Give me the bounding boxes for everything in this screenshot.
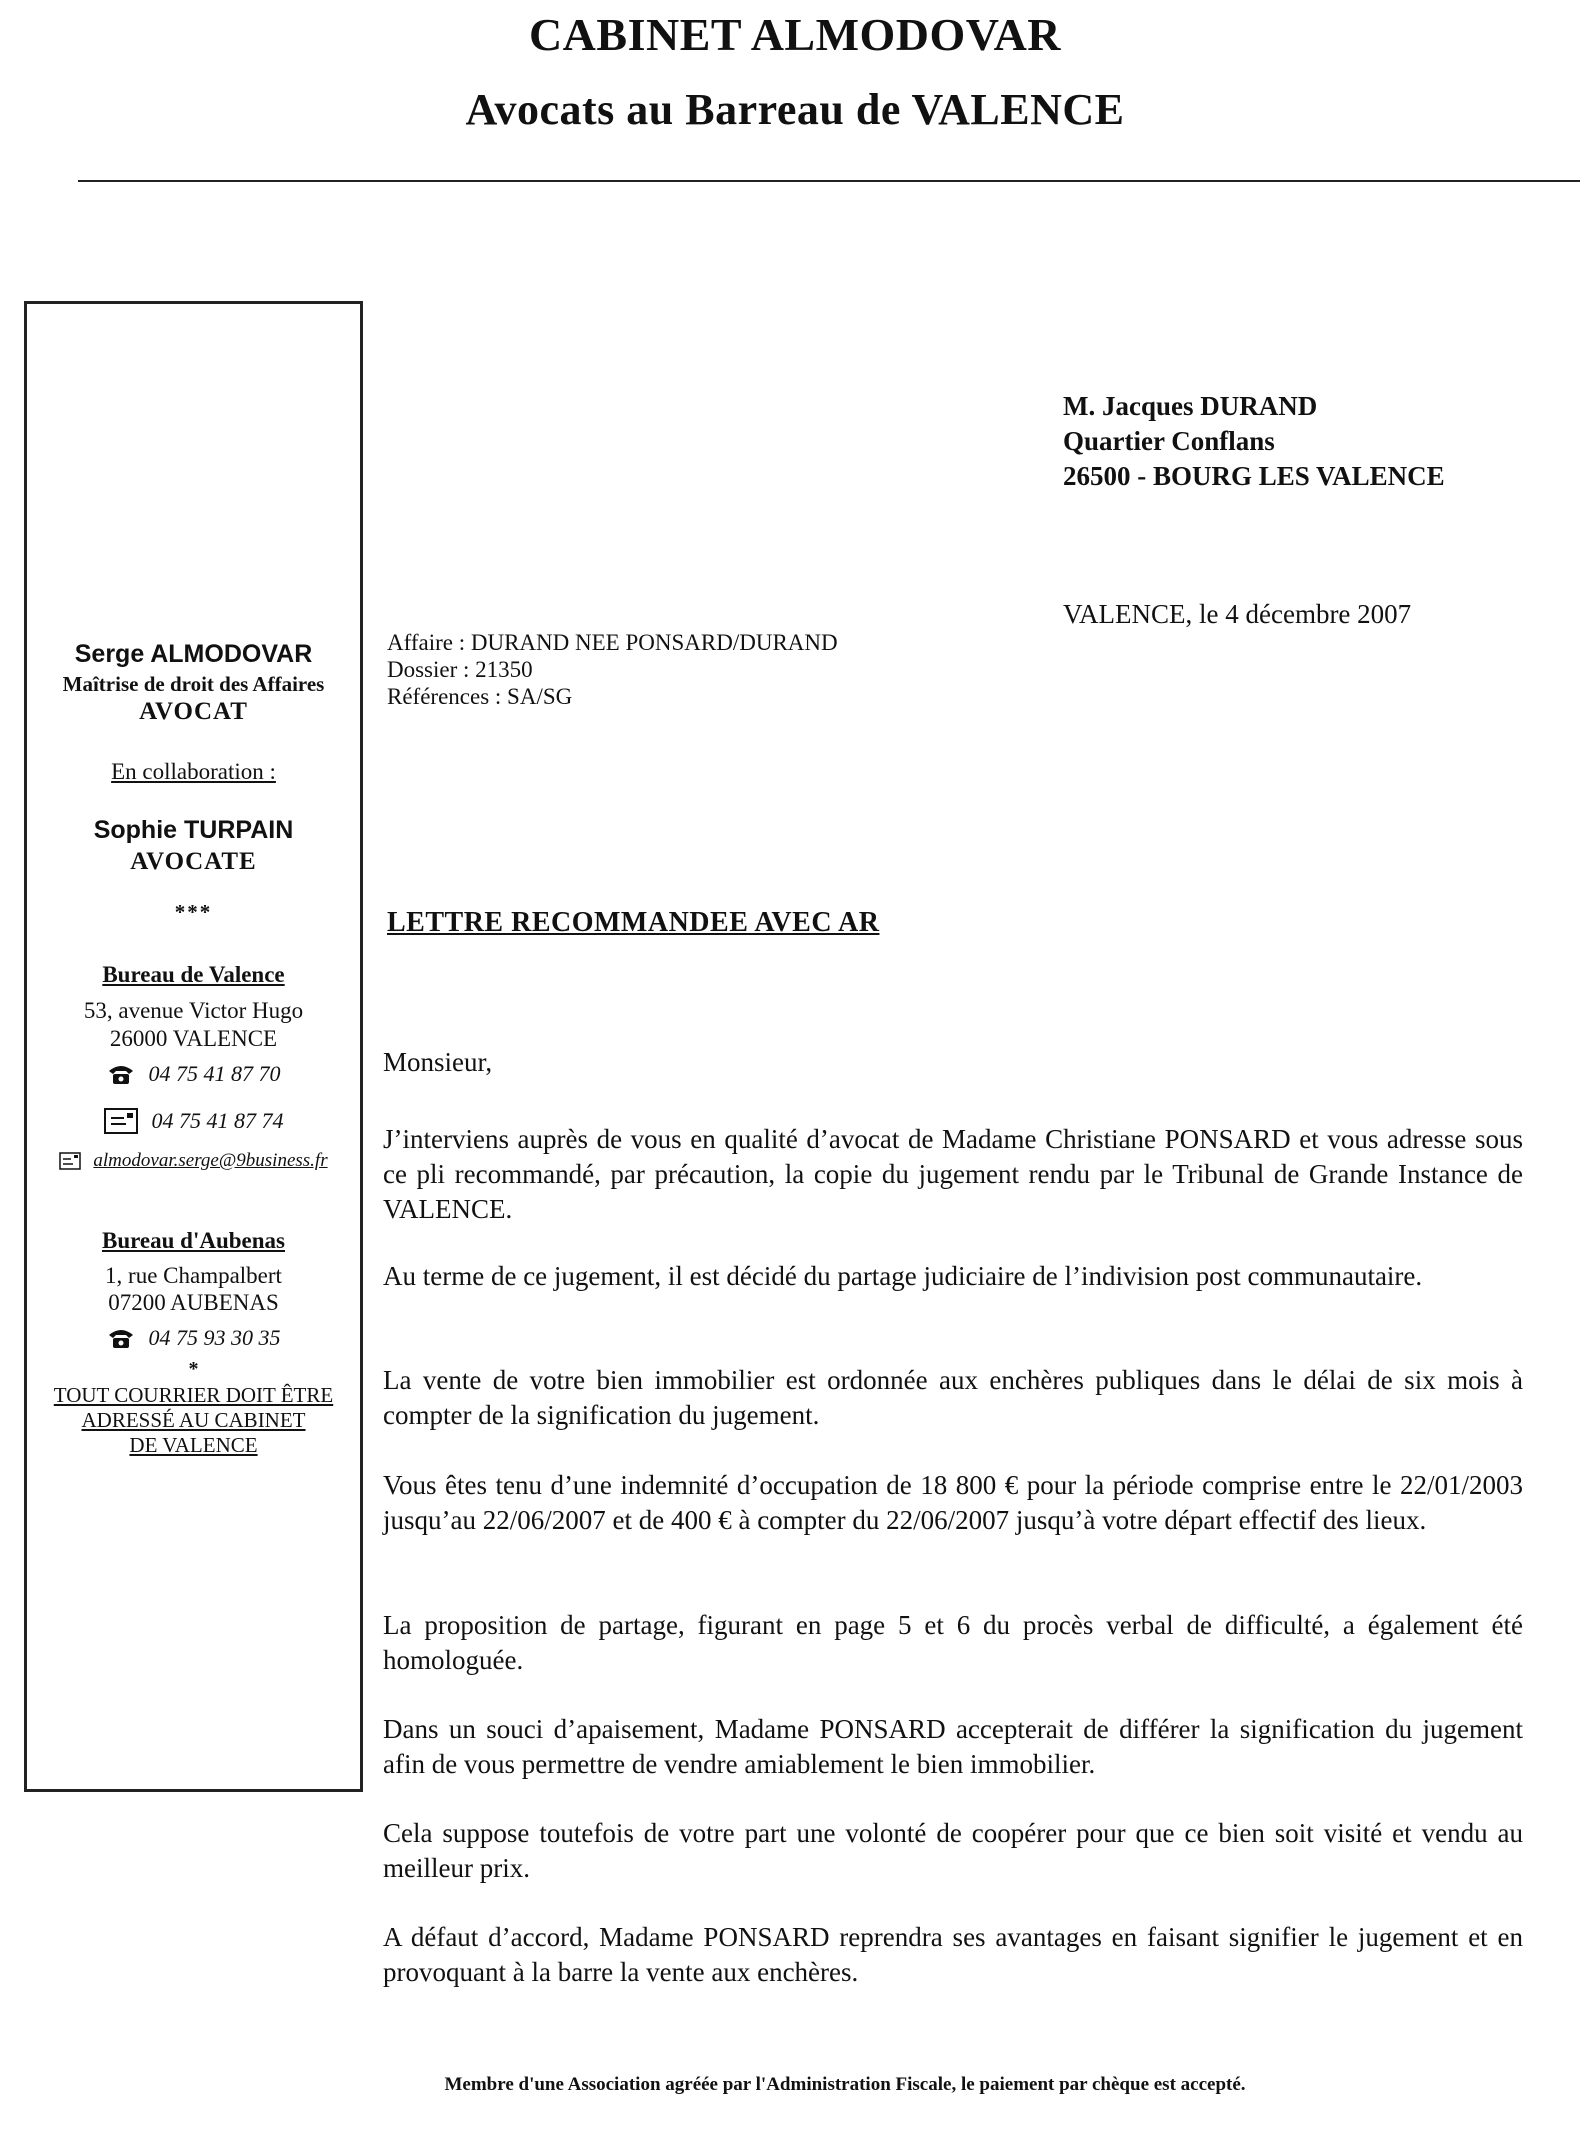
paragraph: Dans un souci d’apaisement, Madame PONSARD accepterait de différer la signification du jugement afin de vous permettre de vendre amiablement le bien immobilier. [383,1714,1523,1779]
salutation: Monsieur, [383,1047,493,1077]
office-valence-phone-row [27,1061,360,1087]
paragraph: A défaut d’accord, Madame PONSARD reprendra ses avantages en faisant signifier le jugement et en provoquant à la barre la vente aux enchères. [383,1922,1523,1987]
lawyer-degree: Maîtrise de droit des Affaires [62,672,325,696]
collaborator-name: Sophie TURPAIN [93,816,294,844]
office-valence-fax: 04 75 41 87 74 [151,1108,284,1133]
reference-dossier: Dossier : 21350 [387,657,533,682]
recipient-city-line: 26500 - BOURG LES VALENCE [1063,461,1445,491]
notice-line-2: ADRESSÉ AU CABINET [81,1408,306,1432]
office-valence-phone: 04 75 41 87 70 [148,1061,281,1086]
footer-note: Membre d'une Association agréée par l'Administration Fiscale, le paiement par chèque est accepté. [444,2074,1246,2095]
office-valence-email-row [27,1150,360,1172]
firm-name: CABINET ALMODOVAR [528,9,1062,60]
reference-affaire: Affaire : DURAND NEE PONSARD/DURAND [387,630,838,655]
paragraph: Cela suppose toutefois de votre part une volonté de coopérer pour que ce bien soit visité et vendu au meilleur prix. [383,1818,1523,1883]
letterhead-sidebar [24,301,363,1792]
telephone-icon [107,1327,135,1349]
paragraph: La vente de votre bien immobilier est ordonnée aux enchères publiques dans le délai de six mois à compter de la signification du jugement. [383,1365,1523,1430]
office-valence-email[interactable]: almodovar.serge@9business.fr [93,1150,328,1171]
office-aubenas-city: 07200 AUBENAS [108,1290,279,1315]
date-line: VALENCE, le 4 décembre 2007 [1063,599,1412,629]
separator-star: * [188,1358,199,1380]
office-aubenas-title: Bureau d'Aubenas [101,1228,285,1253]
collaborator-role: AVOCATE [130,848,257,875]
office-aubenas-phone-row [27,1325,360,1351]
fax-icon [104,1108,138,1134]
reference-refs: Références : SA/SG [387,684,573,709]
lawyer-role: AVOCAT [139,698,248,725]
office-valence-address: 53, avenue Victor Hugo [83,998,304,1023]
notice-line-3: DE VALENCE [129,1433,258,1457]
lawyer-name: Serge ALMODOVAR [74,640,313,668]
office-valence-city: 26000 VALENCE [109,1026,278,1051]
firm-subtitle: Avocats au Barreau de VALENCE [465,85,1125,134]
office-aubenas-address: 1, rue Champalbert [105,1263,282,1288]
office-valence-fax-row [27,1108,360,1134]
recipient-name: M. Jacques DURAND [1063,391,1318,421]
recipient-address-line: Quartier Conflans [1063,426,1275,456]
office-valence-title: Bureau de Valence [102,962,285,987]
separator-stars: *** [174,900,213,924]
notice-line-1: TOUT COURRIER DOIT ÊTRE [53,1383,334,1407]
email-icon [59,1152,81,1170]
letter-subject: LETTRE RECOMMANDEE AVEC AR [387,907,880,938]
header-divider [78,180,1580,182]
office-aubenas-phone: 04 75 93 30 35 [148,1325,281,1350]
telephone-icon [107,1063,135,1085]
paragraph: La proposition de partage, figurant en page 5 et 6 du procès verbal de difficulté, a également été homologuée. [383,1610,1523,1675]
paragraph: Vous êtes tenu d’une indemnité d’occupation de 18 800 € pour la période comprise entre le 22/01/2003 jusqu’au 22/06/2007 et de 400 € à compter du 22/06/2007 jusqu’à votre départ effectif des lieux. [383,1470,1523,1535]
paragraph: Au terme de ce jugement, il est décidé du partage judiciaire de l’indivision post communautaire. [383,1261,1423,1291]
paragraph: J’interviens auprès de vous en qualité d’avocat de Madame Christiane PONSARD et vous adresse sous ce pli recommandé, par précaution, la copie du jugement rendu par le Tribunal de Grande Instance de VALENCE. [383,1124,1523,1224]
collaboration-label: En collaboration : [111,759,276,784]
